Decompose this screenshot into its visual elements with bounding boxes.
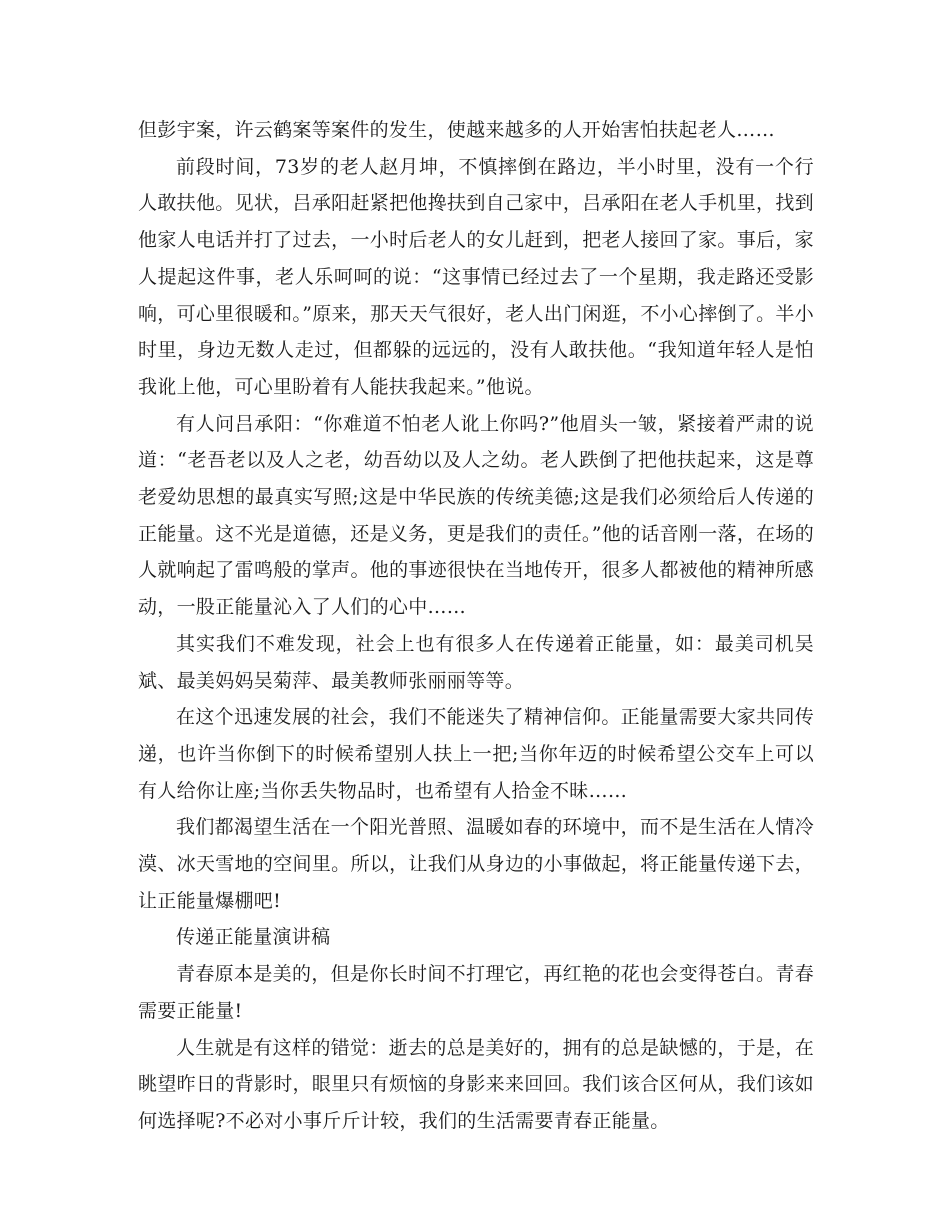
paragraph-life: 人生就是有这样的错觉：逝去的总是美好的，拥有的总是缺憾的，于是，在眺望昨日的背影时，眼里只有烦恼的身影来来回回。我们该合区何从，我们该如何选择呢?不必对小事斤斤计较，我们的生活需要青春正能量。 — [138, 1036, 814, 1132]
paragraph-story: 前段时间，73岁的老人赵月坤，不慎摔倒在路边，半小时里，没有一个行人敢扶他。见状，吕承阳赶紧把他搀扶到自己家中，吕承阳在老人手机里，找到他家人电话并打了过去，一小时后老人的女儿赶到，把老人接回了家。事后，家人提起这件事，老人乐呵呵的说：“这事情已经过去了一个星期，我走路还受影响，可心里很暖和。”原来，那天天气很好，老人出门闲逛，不小心摔倒了。半小时里，身边无数人走过，但都躲的远远的，没有人敢扶他。“我知道年轻人是怕我讹上他，可心里盼着有人能扶我起来。”他说。 — [138, 155, 815, 398]
section-heading: 传递正能量演讲稿 — [176, 926, 331, 949]
paragraph-continuation: 但彭宇案，许云鹤案等案件的发生，使越来越多的人开始害怕扶起老人…… — [138, 119, 775, 141]
body-text — [138, 112, 814, 1140]
paragraph-examples: 其实我们不难发现，社会上也有很多人在传递着正能量，如：最美司机吴斌、最美妈妈吴菊萍、最美教师张丽丽等等。 — [138, 632, 814, 692]
paragraph-youth: 青春原本是美的，但是你长时间不打理它，再红艳的花也会变得苍白。青春需要正能量! — [138, 963, 814, 1022]
paragraph-conclusion: 我们都渴望生活在一个阳光普照、温暖如春的环境中，而不是生活在人情冷漠、冰天雪地的空间里。所以，让我们从身边的小事做起，将正能量传递下去，让正能量爆棚吧! — [138, 816, 814, 912]
paragraph-interview: 有人问吕承阳：“你难道不怕老人讹上你吗?”他眉头一皱，紧接着严肃的说道：“老吾老以及人之老，幼吾幼以及人之幼。老人跌倒了把他扶起来，这是尊老爱幼思想的最真实写照;这是中华民族的传统美德;这是我们必须给后人传递的正能量。这不光是道德，还是义务，更是我们的责任。”他的话音刚一落，在场的人就响起了雷鸣般的掌声。他的事迹很快在当地传开，很多人都被他的精神所感动，一股正能量沁入了人们的心中…… — [138, 412, 815, 619]
paragraph-society: 在这个迅速发展的社会，我们不能迷失了精神信仰。正能量需要大家共同传递，也许当你倒下的时候希望别人扶上一把;当你年迈的时候希望公交车上可以有人给你让座;当你丢失物品时，也希望有人拾金不昧…… — [138, 706, 814, 802]
